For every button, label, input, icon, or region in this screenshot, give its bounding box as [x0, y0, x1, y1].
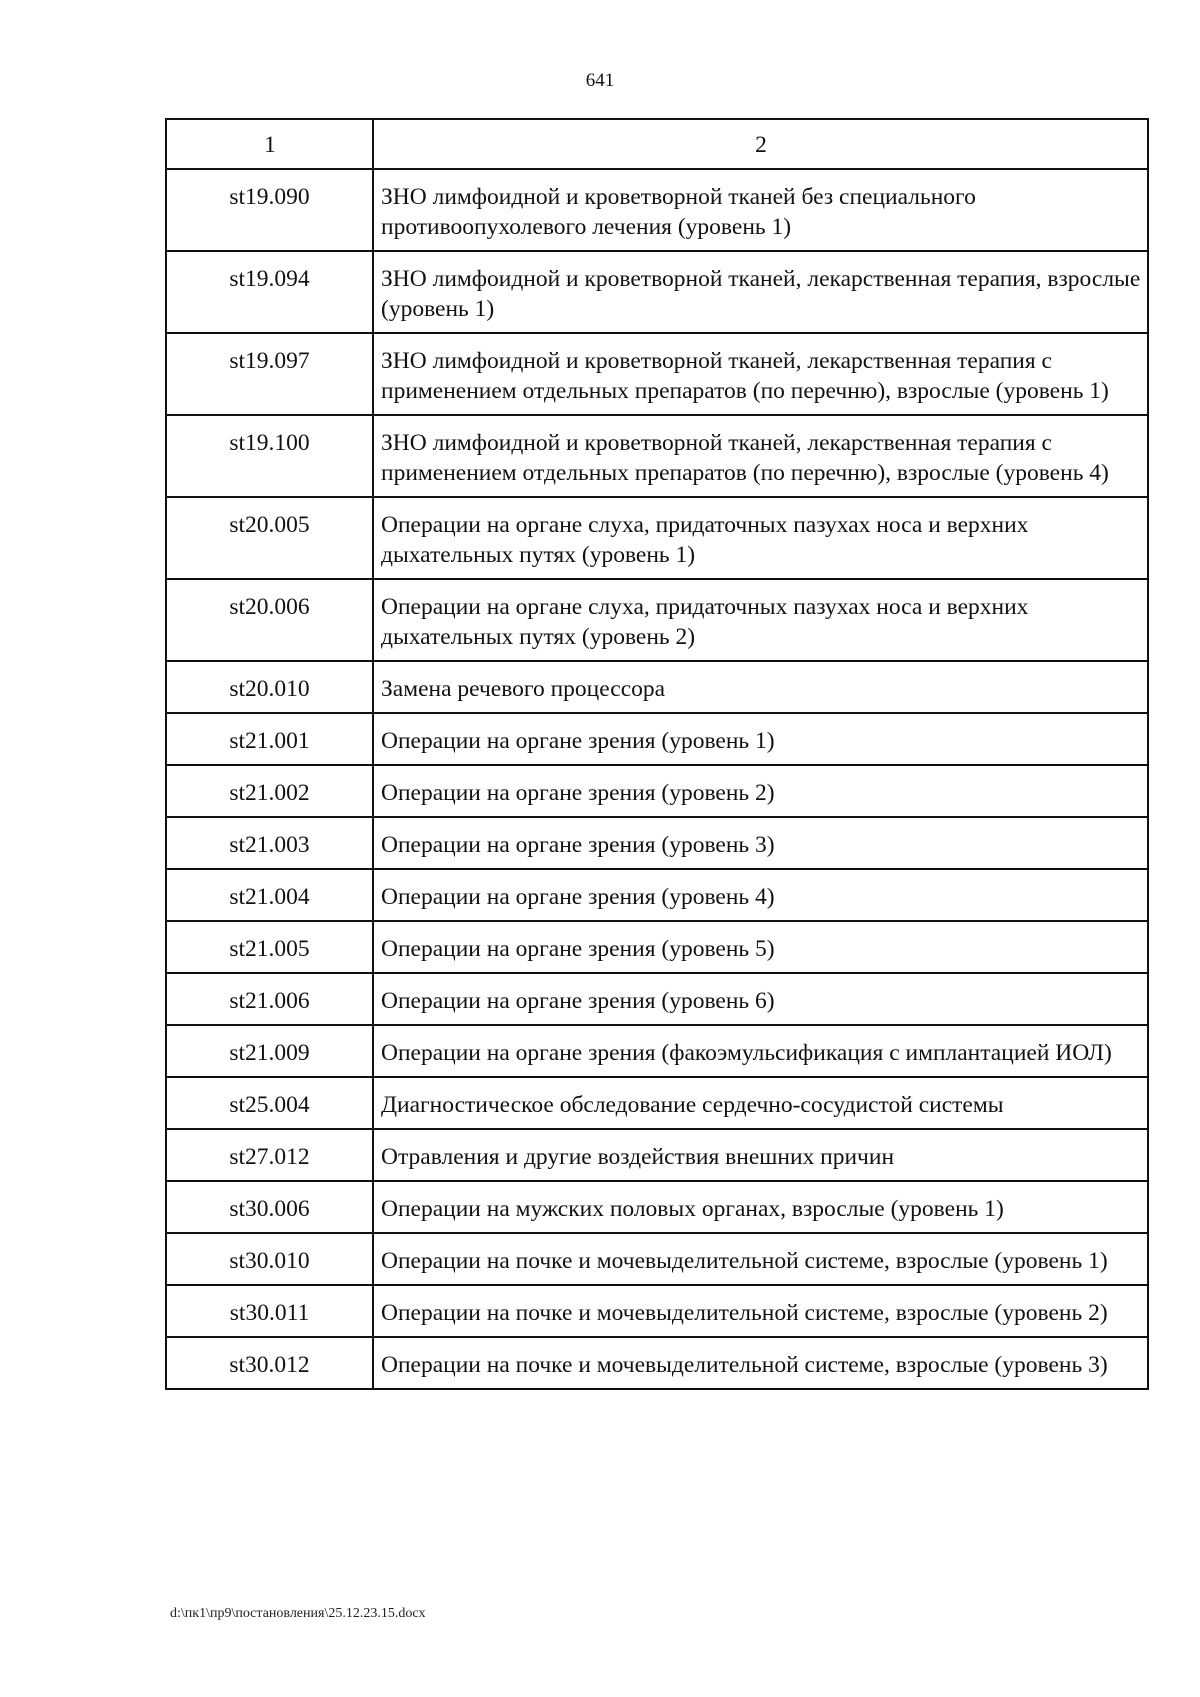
table-row — [166, 921, 1148, 973]
row-code: st30.006 — [166, 1181, 373, 1233]
row-description: Операции на органе зрения (уровень 4) — [373, 869, 1148, 921]
table-row — [166, 497, 1148, 579]
row-code: st20.006 — [166, 579, 373, 661]
row-description: Диагностическое обследование сердечно-сосудистой системы — [373, 1077, 1148, 1129]
row-description: Операции на мужских половых органах, взрослые (уровень 1) — [373, 1181, 1148, 1233]
row-description: Операции на почке и мочевыделительной системе, взрослые (уровень 1) — [373, 1233, 1148, 1285]
row-code: st21.003 — [166, 817, 373, 869]
column-header-1: 1 — [166, 119, 373, 169]
row-description: Операции на органе зрения (уровень 3) — [373, 817, 1148, 869]
row-code: st19.100 — [166, 415, 373, 497]
table-row — [166, 333, 1148, 415]
row-code: st25.004 — [166, 1077, 373, 1129]
table-row — [166, 169, 1148, 251]
table-row — [166, 579, 1148, 661]
table-row — [166, 973, 1148, 1025]
row-code: st21.009 — [166, 1025, 373, 1077]
table-row — [166, 1337, 1148, 1389]
row-code: st21.004 — [166, 869, 373, 921]
row-code: st30.012 — [166, 1337, 373, 1389]
row-description: ЗНО лимфоидной и кроветворной тканей, лекарственная терапия, взрослые (уровень 1) — [373, 251, 1148, 333]
table-row — [166, 817, 1148, 869]
row-code: st20.005 — [166, 497, 373, 579]
row-code: st19.090 — [166, 169, 373, 251]
table-row — [166, 765, 1148, 817]
table-row — [166, 1233, 1148, 1285]
table-row — [166, 713, 1148, 765]
table-row — [166, 1025, 1148, 1077]
table-row — [166, 661, 1148, 713]
table-body — [166, 119, 1148, 1389]
row-code: st27.012 — [166, 1129, 373, 1181]
table-header-row — [166, 119, 1148, 169]
table-row — [166, 415, 1148, 497]
column-header-2: 2 — [373, 119, 1148, 169]
table-row — [166, 251, 1148, 333]
file-path-footer: d:\пк1\пр9\постановления\25.12.23.15.docx — [170, 1606, 426, 1621]
table-row — [166, 1181, 1148, 1233]
row-description: Замена речевого процессора — [373, 661, 1148, 713]
row-description: Операции на органе зрения (уровень 5) — [373, 921, 1148, 973]
row-description: Операции на органе зрения (факоэмульсификация с имплантацией ИОЛ) — [373, 1025, 1148, 1077]
table-row — [166, 1285, 1148, 1337]
row-description: Операции на органе слуха, придаточных пазухах носа и верхних дыхательных путях (уровень 1) — [373, 497, 1148, 579]
row-description: ЗНО лимфоидной и кроветворной тканей, лекарственная терапия с применением отдельных препаратов (по перечню), взрослые (уровень 1) — [373, 333, 1148, 415]
row-code: st21.006 — [166, 973, 373, 1025]
codes-table — [165, 118, 1149, 1390]
row-description: Отравления и другие воздействия внешних причин — [373, 1129, 1148, 1181]
row-code: st21.001 — [166, 713, 373, 765]
row-description: Операции на органе зрения (уровень 6) — [373, 973, 1148, 1025]
row-code: st30.011 — [166, 1285, 373, 1337]
row-description: ЗНО лимфоидной и кроветворной тканей без специального противоопухолевого лечения (уровень 1) — [373, 169, 1148, 251]
row-description: Операции на почке и мочевыделительной системе, взрослые (уровень 2) — [373, 1285, 1148, 1337]
row-description: Операции на органе зрения (уровень 2) — [373, 765, 1148, 817]
row-code: st19.094 — [166, 251, 373, 333]
row-code: st21.002 — [166, 765, 373, 817]
row-description: ЗНО лимфоидной и кроветворной тканей, лекарственная терапия с применением отдельных препаратов (по перечню), взрослые (уровень 4) — [373, 415, 1148, 497]
row-code: st19.097 — [166, 333, 373, 415]
row-description: Операции на органе зрения (уровень 1) — [373, 713, 1148, 765]
table-row — [166, 869, 1148, 921]
table-row — [166, 1077, 1148, 1129]
table-row — [166, 1129, 1148, 1181]
row-description: Операции на органе слуха, придаточных пазухах носа и верхних дыхательных путях (уровень 2) — [373, 579, 1148, 661]
row-description: Операции на почке и мочевыделительной системе, взрослые (уровень 3) — [373, 1337, 1148, 1389]
page-number: 641 — [585, 70, 615, 91]
row-code: st30.010 — [166, 1233, 373, 1285]
row-code: st21.005 — [166, 921, 373, 973]
row-code: st20.010 — [166, 661, 373, 713]
